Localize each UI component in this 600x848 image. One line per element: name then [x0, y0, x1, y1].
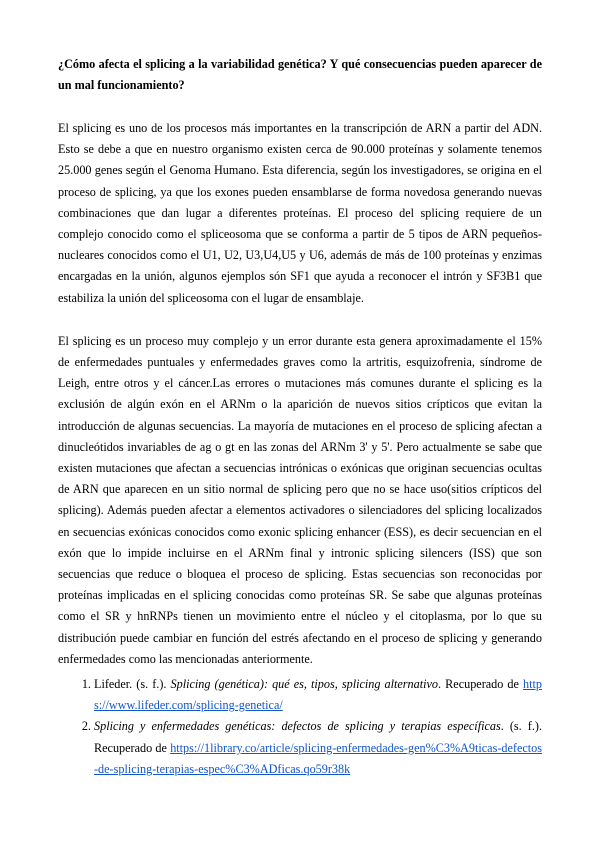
reference-item	[94, 674, 542, 716]
reference-suffix: . (s. f.). Recuperado de	[94, 719, 542, 755]
reference-list	[58, 674, 542, 780]
reference-item	[94, 716, 542, 780]
reference-link[interactable]: https://1library.co/article/splicing-enfermedades-gen%C3%A9ticas-defectos-de-splicing-terapias-espec%C3%ADficas.qo59r38k	[94, 740, 542, 776]
reference-title: Splicing (genética): qué es, tipos, splicing alternativo	[170, 677, 439, 692]
reference-suffix: . Recuperado de	[438, 677, 524, 692]
document-title: ¿Cómo afecta el splicing a la variabilidad genética? Y qué consecuencias pueden aparecer de un mal funcionamiento?	[58, 57, 542, 92]
reference-link[interactable]: https://www.lifeder.com/splicing-genetica/	[94, 677, 542, 713]
reference-title: Splicing y enfermedades genéticas: defectos de splicing y terapias específicas	[94, 719, 501, 734]
paragraph-splicing-intro: El splicing es uno de los procesos más importantes en la transcripción de ARN a partir del ADN. Esto se debe a que en nuestro organismo existen cerca de 90.000 proteínas y solamente tenemos 25.000 genes según el Genoma Humano. Esta diferencia, según los investigadores, se origina en el proceso de splicing, ya que los exones pueden ensamblarse de forma novedosa generando nuevas combinaciones que dan lugar a diferentes proteínas. El proceso del splicing requiere de un complejo conocido como el spliceosoma que se conforma a partir de 5 tipos de ARN pequeños-nucleares conocidos como el U1, U2, U3,U4,U5 y U6, además de más de 100 proteínas y enzimas encargadas en la unión, algunos ejemplos són SF1 que ayuda a reconocer el intrón y SF3B1 que estabiliza la unión del spliceosoma con el lugar de ensamblaje.	[58, 121, 542, 305]
paragraph-splicing-errors: El splicing es un proceso muy complejo y un error durante esta genera aproximadamente el 15% de enfermedades puntuales y enfermedades graves como la artritis, esquizofrenia, síndrome de Leigh, entre otros y el cáncer.Las errores o mutaciones más comunes durante el splicing es la exclusión de algún exón en el ARNm o la aparición de nuevos sitios crípticos que evitan la introducción de algunas secuencias. La mayoría de mutaciones en el proceso de splicing afectan a dinucleótidos invariables de ag o gt en las zonas del ARNm 3' y 5'. Pero actualmente se sabe que existen mutaciones que afectan a secuencias intrónicas o exónicas que originan secuencias ocultas de ARN que aparecen en un sitio normal de splicing pero que no se hace uso(sitios crípticos del splicing). Además pueden afectar a elementos activadores o silenciadores del splicing localizados en secuencias exónicas conocidos como exonic splicing enhancer (ESS), es decir secuencian en el exón que lo impide incluirse en el ARNm final y intronic splicing silencers (ISS) que son secuencias que reduce o bloquea el proceso de splicing. Estas secuencias son reconocidas por proteínas implicadas en el splicing conocidas como proteínas SR. Se sabe que algunas proteínas como el SR y hnRNPs tienen un movimiento entre el núcleo y el citoplasma, por lo que su distribución puede cambiar en función del estrés afectando en el proceso de splicing y generando enfermedades como las mencionadas anteriormente.	[58, 333, 542, 666]
reference-author: Lifeder. (s. f.).	[94, 677, 171, 692]
